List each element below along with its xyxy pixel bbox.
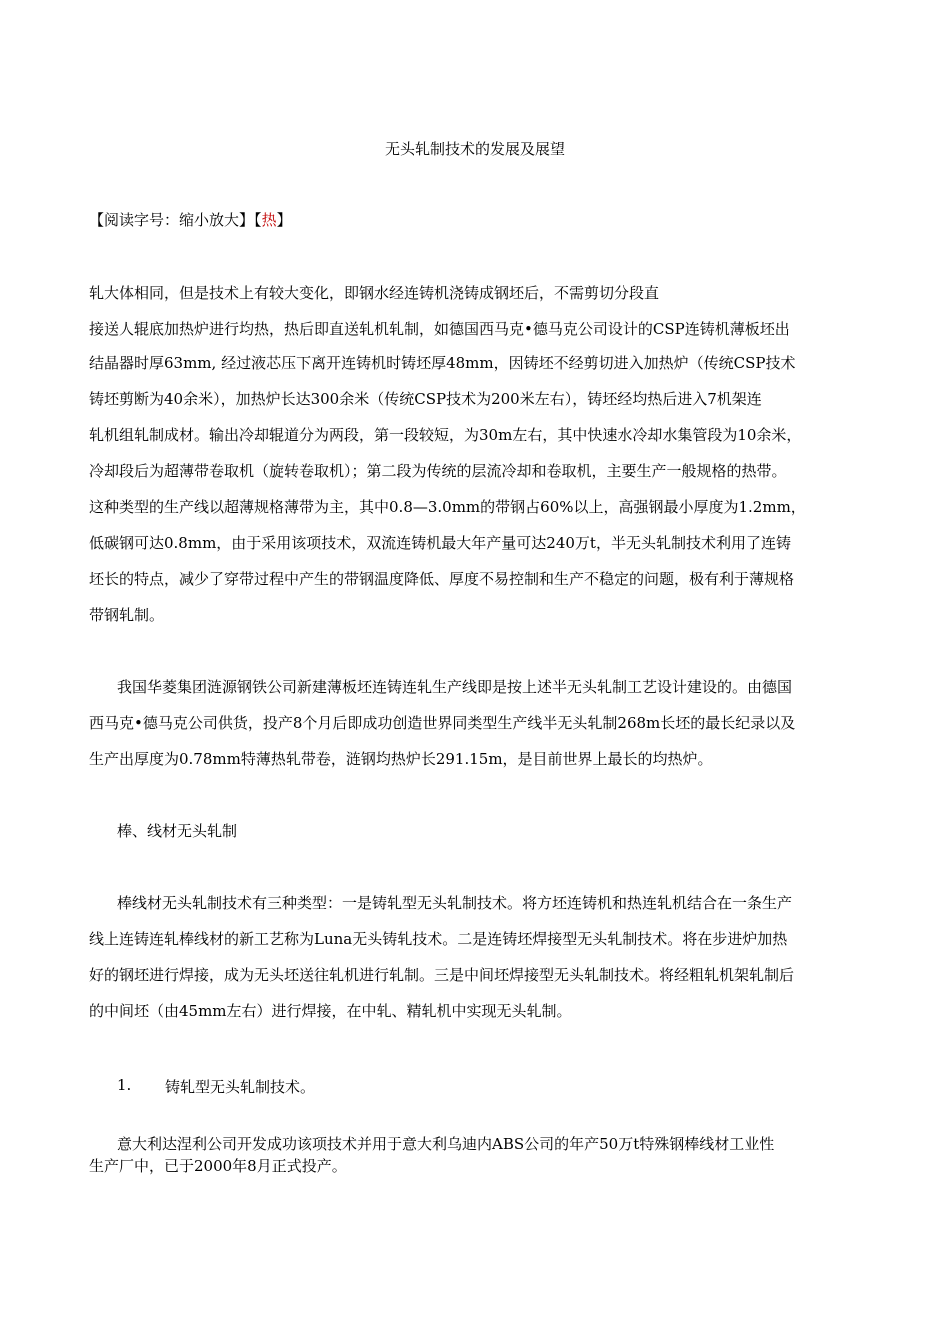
paragraph-line: 接送人辊底加热炉进行均热，热后即直送轧机轧制，如德国西马克•德马克公司设计的CSP连铸机薄板坯出 — [89, 320, 790, 338]
paragraph-line: 线上连铸连轧棒线材的新工艺称为Luna无头铸轧技术。二是连铸坯焊接型无头轧制技术。将在步进炉加热 — [89, 930, 788, 948]
page-title: 无头轧制技术的发展及展望 — [384, 140, 565, 158]
section-heading: 棒、线材无头轧制 — [117, 822, 238, 840]
paragraph-line: 坯长的特点，减少了穿带过程中产生的带钢温度降低、厚度不易控制和生产不稳定的问题，极有利于薄规格 — [89, 570, 795, 588]
paragraph-line: 我国华菱集团涟源钢铁公司新建薄板坯连铸连轧生产线即是按上述半无头轧制工艺设计建设的。由德国 — [117, 678, 793, 696]
paragraph-line: 这种类型的生产线以超薄规格薄带为主，其中0.8—3.0mm的带钢占60%以上，高强钢最小厚度为1.2mm， — [89, 498, 806, 516]
paragraph-line: 铸坯剪断为40余米），加热炉长达300余米（传统CSP技术为200米左右），铸坯经均热后进入7机架连 — [89, 390, 762, 408]
paragraph-line: 结晶器时厚63mm, 经过液芯压下离开连铸机时铸坯厚48mm，因铸坯不经剪切进入加热炉（传统CSP技术 — [89, 354, 796, 372]
paragraph-line: 生产出厚度为0.78mm特薄热轧带卷，涟钢均热炉长291.15m，是目前世界上最长的均热炉。 — [89, 750, 713, 768]
enlarge-font-link[interactable]: 放大 — [209, 211, 240, 229]
paragraph-line: 冷却段后为超薄带卷取机（旋转卷取机）；第二段为传统的层流冷却和卷取机，主要生产一般规格的热带。 — [89, 462, 787, 480]
paragraph-line: 西马克•德马克公司供货，投产8个月后即成功创造世界同类型生产线半无头轧制268m长坯的最长纪录以及 — [89, 714, 796, 732]
item-text: 铸轧型无头轧制技术。 — [165, 1078, 316, 1096]
shrink-font-link[interactable]: 缩小 — [179, 211, 210, 229]
paragraph-line: 轧机组轧制成材。输出冷却辊道分为两段，第一段较短，为30m左右，其中快速水冷却水集管段为10余米， — [89, 426, 802, 444]
hot-link[interactable]: 热 — [261, 211, 277, 229]
paragraph-line: 带钢轧制。 — [89, 606, 165, 624]
paragraph-line: 棒线材无头轧制技术有三种类型：一是铸轧型无头轧制技术。将方坯连铸机和热连轧机结合在一条生产 — [117, 894, 793, 912]
paragraph-line: 生产厂中，已于2000年8月正式投产。 — [89, 1157, 347, 1175]
reading-font-toolbar — [89, 209, 292, 230]
paragraph-line: 的中间坯（由45mm左右）进行焊接，在中轧、精轧机中实现无头轧制。 — [89, 1002, 572, 1020]
item-number: 1. — [117, 1076, 132, 1094]
toolbar-close: 】 — [276, 211, 292, 229]
toolbar-separator: 】【 — [239, 211, 262, 229]
paragraph-line: 好的钢坯进行焊接，成为无头坯送往轧机进行轧制。三是中间坯焊接型无头轧制技术。将经粗轧机架轧制后 — [89, 966, 795, 984]
paragraph-line: 轧大体相同，但是技术上有较大变化，即钢水经连铸机浇铸成钢坯后，不需剪切分段直 — [89, 284, 660, 302]
paragraph-line: 意大利达涅利公司开发成功该项技术并用于意大利乌迪内ABS公司的年产50万t特殊钢棒线材工业性 — [117, 1135, 775, 1153]
toolbar-open-label: 【阅读字号： — [89, 211, 180, 229]
paragraph-line: 低碳钢可达0.8mm，由于采用该项技术，双流连铸机最大年产量可达240万t，半无头轧制技术利用了连铸 — [89, 534, 791, 552]
